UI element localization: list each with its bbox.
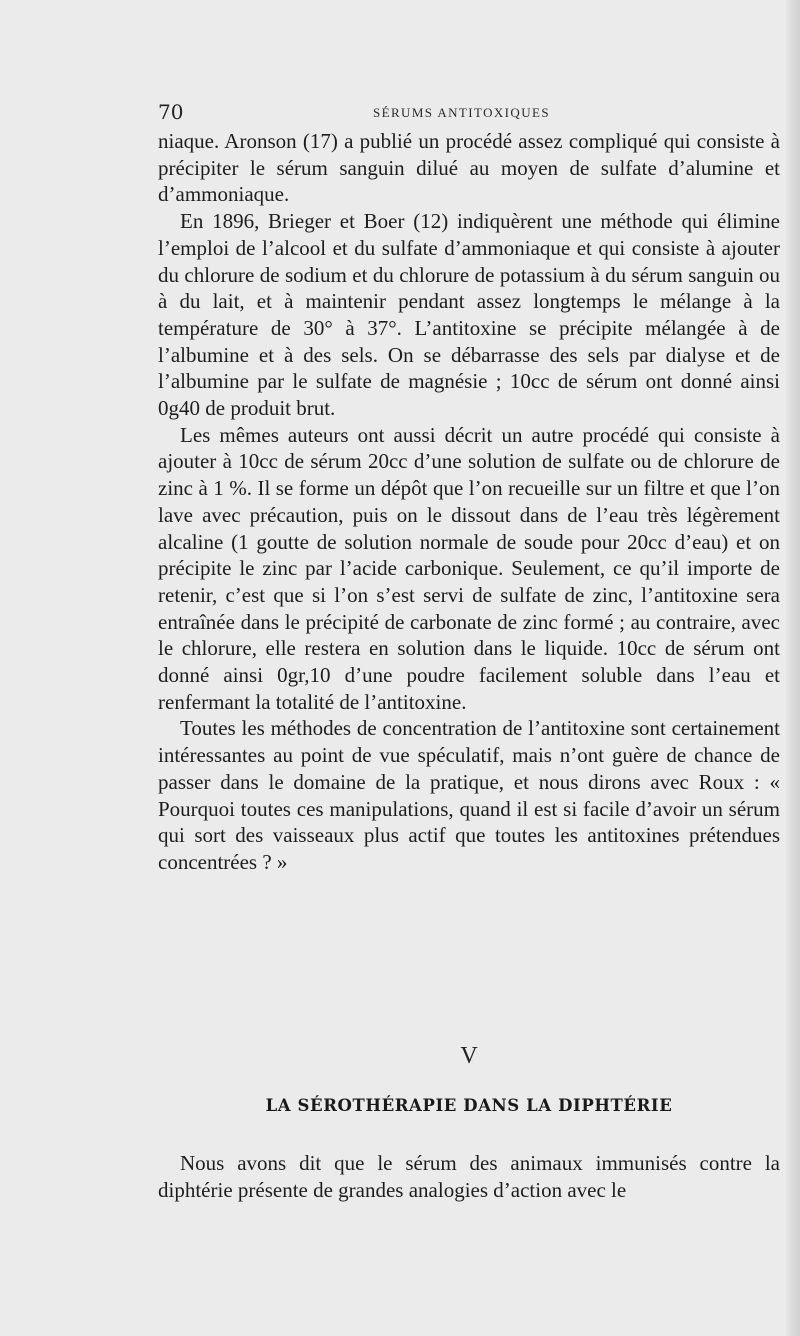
paragraph-concentration-methods: Toutes les méthodes de concentration de l’antitoxine sont certainement intéressantes au point de vue spéculatif, mais n’ont guère de chance de passer dans le domaine de la pratique, et nous dirons avec Roux : « Pourquoi toutes ces manipulations, quand il est si facile d’avoir un sérum qui sort des vaisseaux plus actif que toutes les antitoxines prétendues concentrées ? »: [158, 716, 780, 874]
main-text: [158, 128, 780, 876]
section-intro-text: [158, 1150, 780, 1204]
section-title: LA SÉROTHÉRAPIE DANS LA DIPHTÉRIE: [265, 1096, 673, 1115]
paragraph-section-intro: Nous avons dit que le sérum des animaux immunisés contre la diphtérie présente de grandes analogies d’action avec le: [158, 1151, 780, 1202]
paragraph-brieger-boer: En 1896, Brieger et Boer (12) indiquèrent une méthode qui élimine l’emploi de l’alcool et du sulfate d’ammoniaque et qui consiste à ajouter du chlorure de sodium et du chlorure de potassium à du sérum sanguin ou à du lait, et à maintenir pendant assez longtemps le mélange à la température de 30° à 37°. L’antitoxine se précipite mélangée à de l’albumine et à des sels. On se débarrasse des sels par dialyse et de l’albumine par le sulfate de magnésie ; 10cc de sérum ont donné ainsi 0g40 de produit brut.: [158, 209, 780, 421]
page-number: 70: [158, 100, 184, 124]
page-binding-edge: [786, 0, 800, 1336]
paragraph-continuation: niaque. Aronson (17) a publié un procédé assez compliqué qui consiste à précipiter le sérum sanguin dilué au moyen de sulfate d’alumine et d’ammoniaque.: [158, 129, 780, 207]
page-header: [158, 100, 780, 128]
running-title: SÉRUMS ANTITOXIQUES: [373, 105, 550, 120]
section-number: V: [460, 1043, 478, 1069]
paragraph-zinc-method: Les mêmes auteurs ont aussi décrit un autre procédé qui consiste à ajouter à 10cc de sérum 20cc d’une solution de sulfate ou de chlorure de zinc à 1 %. Il se forme un dépôt que l’on recueille sur un filtre et que l’on lave avec précaution, puis on le dissout dans de l’eau très légèrement alcaline (1 goutte de solution normale de soude pour 20cc d’eau) et on précipite le zinc par l’acide carbonique. Seulement, ce qu’il importe de retenir, c’est que si l’on s’est servi de sulfate de zinc, l’antitoxine sera entraînée dans le précipité de carbonate de zinc formé ; au contraire, avec le chlorure, elle restera en solution dans le liquide. 10cc de sérum ont donné ainsi 0gr,10 d’une poudre facilement soluble dans l’eau et renfermant la totalité de l’antitoxine.: [158, 422, 780, 714]
